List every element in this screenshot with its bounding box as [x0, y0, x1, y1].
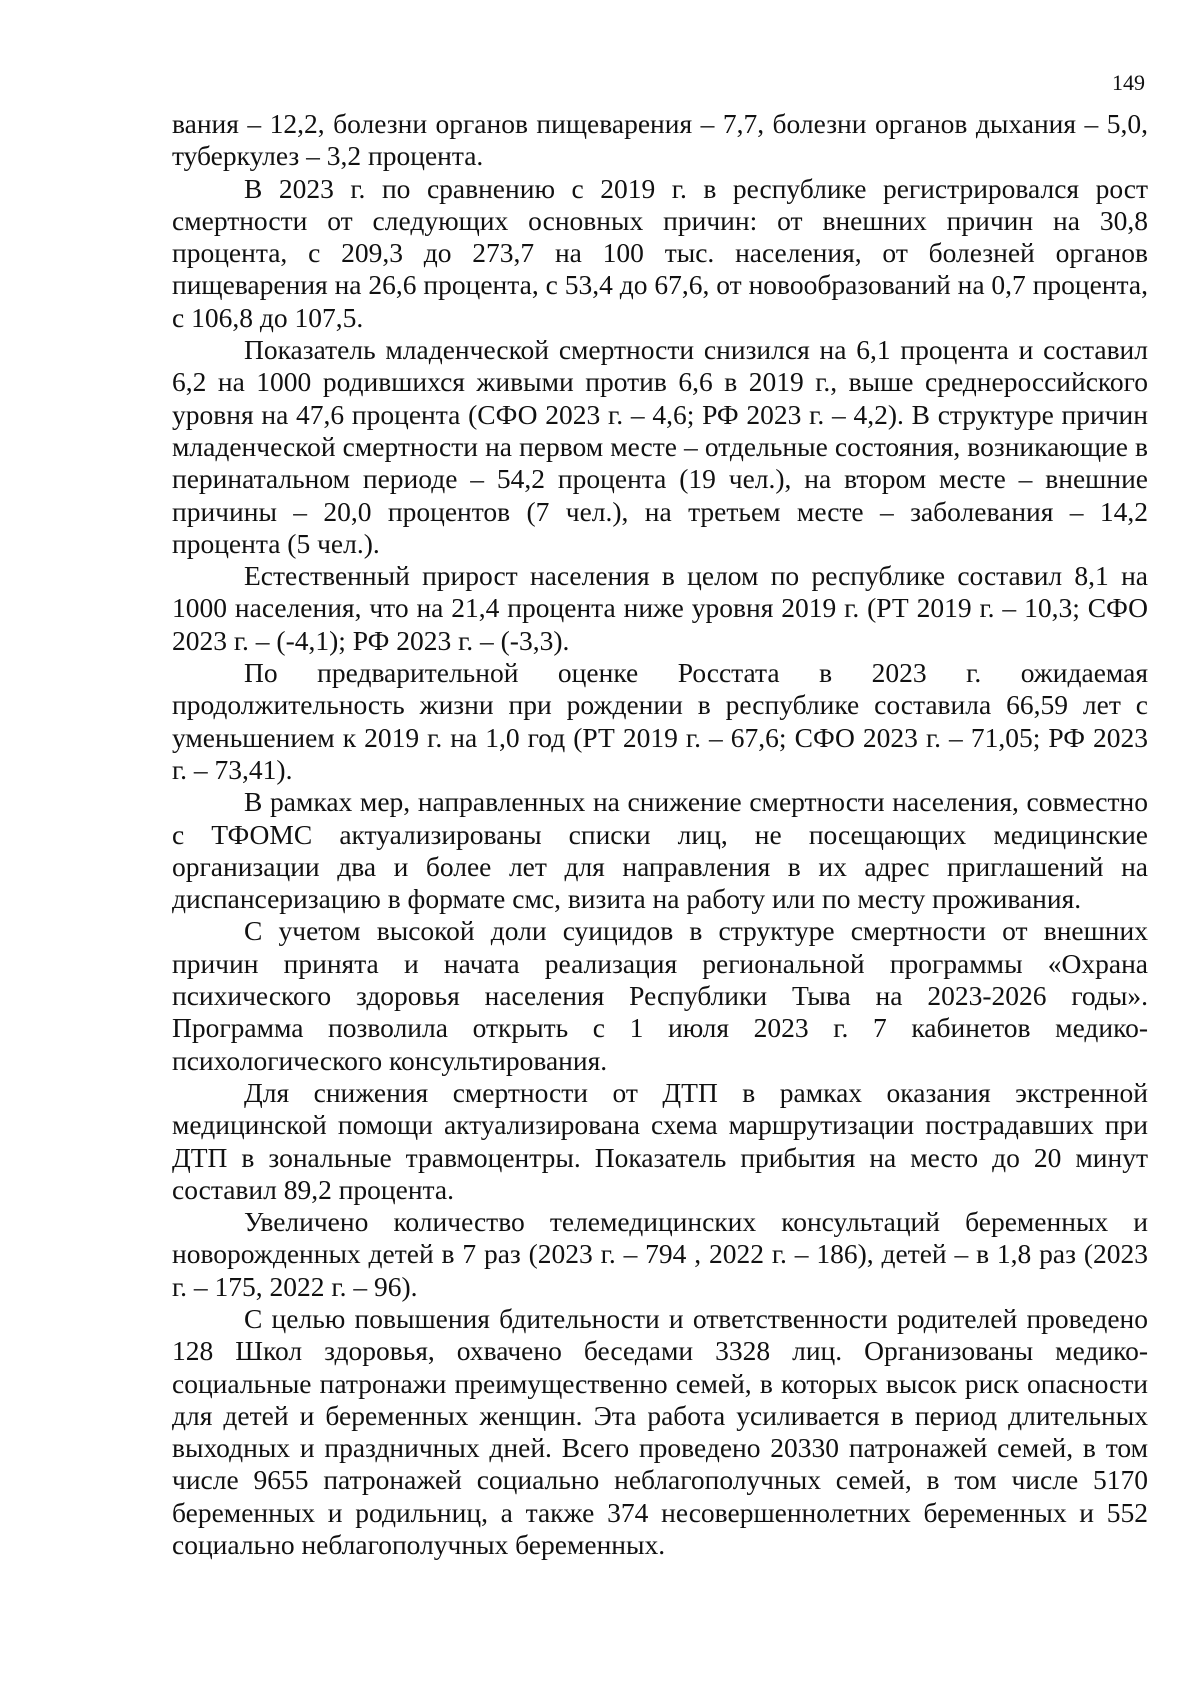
page-number: 149	[1112, 70, 1145, 95]
body-text	[172, 108, 1148, 1561]
paragraph-road-accidents: Для снижения смертности от ДТП в рамках оказания экстренной медицинской помощи актуализирована схема маршрутизации пострадавших при ДТП в зональные травмоцентры. Показатель прибытия на место до 20 минут составил 89,2 процента.	[172, 1076, 1148, 1205]
paragraph-suicide-program: С учетом высокой доли суицидов в структуре смертности от внешних причин принята и начата реализация региональной программы «Охрана психического здоровья населения Республики Тыва на 2023-2026 годы». Программа позволила открыть с 1 июля 2023 г. 7 кабинетов медико-психологического консультирования.	[172, 915, 1148, 1076]
paragraph-telemedicine: Увеличено количество телемедицинских консультаций беременных и новорожденных детей в 7 раз (2023 г. – 794 , 2022 г. – 186), детей – в 1,8 раз (2023 г. – 175, 2022 г. – 96).	[172, 1206, 1148, 1302]
paragraph-mortality-growth: В 2023 г. по сравнению с 2019 г. в республике регистрировался рост смертности от следующих основных причин: от внешних причин на 30,8 процента, с 209,3 до 273,7 на 100 тыс. населения, от болезней органов пищеварения на 26,6 процента, с 53,4 до 67,6, от новообразований на 0,7 процента, с 106,8 до 107,5.	[172, 172, 1148, 333]
paragraph-natural-growth: Естественный прирост населения в целом по республике составил 8,1 на 1000 населения, что на 21,4 процента ниже уровня 2019 г. (РТ 2019 г. – 10,3; СФО 2023 г. – (-4,1); РФ 2023 г. – (-3,3).	[172, 560, 1148, 656]
paragraph-infant-mortality: Показатель младенческой смертности снизился на 6,1 процента и составил 6,2 на 1000 родившихся живыми против 6,6 в 2019 г., выше среднероссийского уровня на 47,6 процента (СФО 2023 г. – 4,6; РФ 2023 г. – 4,2). В структуре причин младенческой смертности на первом месте – отдельные состояния, возникающие в перинатальном периоде – 54,2 процента (19 чел.), на втором месте – внешние причины – 20,0 процентов (7 чел.), на третьем месте – заболевания – 14,2 процента (5 чел.).	[172, 334, 1148, 559]
paragraph-continuation: вания – 12,2, болезни органов пищеварения – 7,7, болезни органов дыхания – 5,0, туберкулез – 3,2 процента.	[172, 108, 1148, 172]
paragraph-life-expectancy: По предварительной оценке Росстата в 2023 г. ожидаемая продолжительность жизни при рождении в республике составила 66,59 лет с уменьшением к 2019 г. на 1,0 год (РТ 2019 г. – 67,6; СФО 2023 г. – 71,05; РФ 2023 г. – 73,41).	[172, 657, 1148, 785]
paragraph-health-schools: С целью повышения бдительности и ответственности родителей проведено 128 Школ здоровья, охвачено беседами 3328 лиц. Организованы медико-социальные патронажи преимущественно семей, в которых высок риск опасности для детей и беременных женщин. Эта работа усиливается в период длительных выходных и праздничных дней. Всего проведено 20330 патронажей семей, в том числе 9655 патронажей социально неблагополучных семей, в том числе 5170 беременных и родильниц, а также 374 несовершеннолетних беременных и 552 социально неблагополучных беременных.	[172, 1302, 1148, 1561]
paragraph-tfoms-measures: В рамках мер, направленных на снижение смертности населения, совместно с ТФОМС актуализированы списки лиц, не посещающих медицинские организации два и более лет для направления в их адрес приглашений на диспансеризацию в формате смс, визита на работу или по месту проживания.	[172, 786, 1148, 915]
